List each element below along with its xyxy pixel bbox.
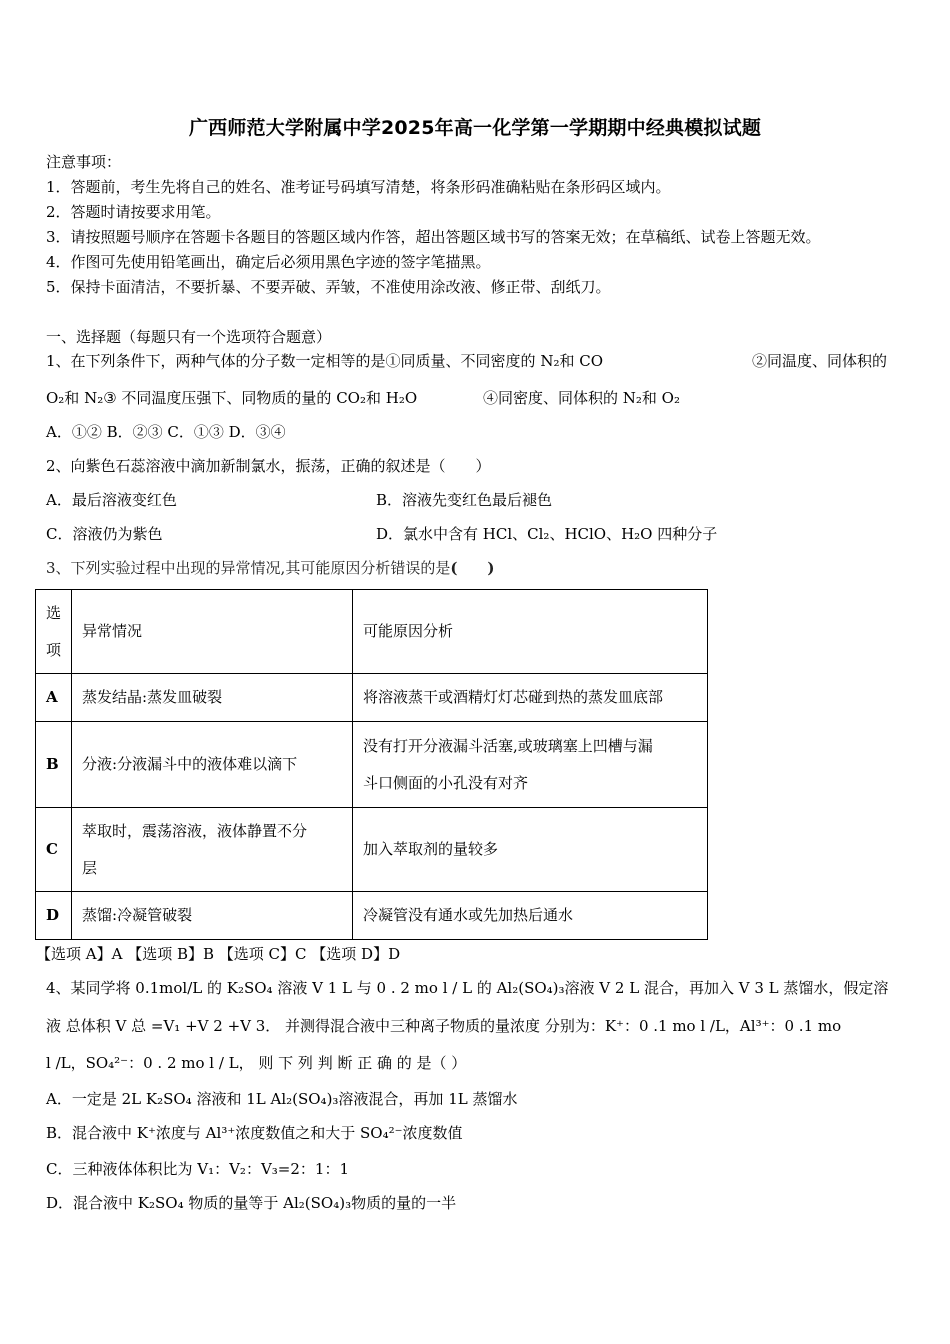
table-row-option: A	[36, 674, 72, 722]
q4-stem-line3: l /L，SO₄²⁻：0 . 2 mo l / L， 则 下 列 判 断 正 确 的 是（ ）	[46, 1054, 467, 1072]
q3-stem	[46, 558, 495, 578]
table-header-option-line2: 项	[46, 640, 62, 659]
q4-option-d: D．混合液中 K₂SO₄ 物质的量等于 Al₂(SO₄)₃物质的量的一半	[46, 1194, 457, 1212]
notice-heading: 注意事项：	[46, 153, 122, 171]
table-row-case: 蒸馏:冷凝管破裂	[72, 892, 353, 940]
q2-option-b: B．溶液先变红色最后褪色	[376, 491, 553, 509]
q2-option-d: D．氯水中含有 HCl、Cl₂、HClO、H₂O 四种分子	[376, 525, 718, 543]
q3-stem-bracket: ( )	[450, 559, 495, 577]
table-row	[36, 808, 708, 892]
table-row-case-line1: 萃取时，震荡溶液，液体静置不分	[82, 821, 308, 840]
q2-stem: 2、向紫色石蕊溶液中滴加新制氯水，振荡，正确的叙述是（ ）	[46, 457, 491, 475]
q3-option-line: 【选项 A】A 【选项 B】B 【选项 C】C 【选项 D】D	[36, 945, 401, 963]
table-row-reason: 加入萃取剂的量较多	[353, 808, 708, 892]
q1-options: A．①② B．②③ C．①③ D．③④	[46, 423, 286, 441]
q1-stem-line1-right: ②同温度、同体积的	[752, 352, 888, 370]
table-row-option: B	[36, 722, 72, 808]
table-row	[36, 674, 708, 722]
q1-stem-line1: 1、在下列条件下，两种气体的分子数一定相等的是①同质量、不同密度的 N₂和 CO	[46, 352, 603, 370]
table-row-reason: 冷凝管没有通水或先加热后通水	[353, 892, 708, 940]
q3-stem-text: 3、下列实验过程中出现的异常情况,其可能原因分析错误的是	[46, 559, 451, 577]
table-row-option: D	[36, 892, 72, 940]
table-row-reason-line2: 斗口侧面的小孔没有对齐	[363, 773, 529, 792]
notice-item-5: 5．保持卡面清洁，不要折暴、不要弄破、弄皱，不准使用涂改液、修正带、刮纸刀。	[46, 278, 611, 296]
table-row	[36, 892, 708, 940]
table-row-case: 分液:分液漏斗中的液体难以滴下	[72, 722, 353, 808]
q1-stem-line2: O₂和 N₂③ 不同温度压强下、同物质的量的 CO₂和 H₂O	[46, 389, 418, 407]
table-row	[36, 722, 708, 808]
notice-item-2: 2．答题时请按要求用笔。	[46, 203, 221, 221]
table-row-case: 蒸发结晶:蒸发皿破裂	[72, 674, 353, 722]
notice-item-4: 4．作图可先使用铅笔画出，确定后必须用黑色字迹的签字笔描黑。	[46, 253, 491, 271]
table-row-reason-line1: 没有打开分液漏斗活塞,或玻璃塞上凹槽与漏	[363, 736, 653, 755]
table-row-reason	[353, 722, 708, 808]
table-row-case	[72, 808, 353, 892]
q2-option-c: C．溶液仍为紫色	[46, 525, 163, 543]
q4-stem-line2: 液 总体积 V 总 =V₁ +V 2 +V 3． 并测得混合液中三种离子物质的量浓度 分别为：K⁺：0 .1 mo l /L，Al³⁺：0 .1 mo	[46, 1017, 842, 1035]
table-row-option: C	[36, 808, 72, 892]
table-row-reason: 将溶液蒸干或酒精灯灯芯碰到热的蒸发皿底部	[353, 674, 708, 722]
q4-stem-line1: 4、某同学将 0.1mol/L 的 K₂SO₄ 溶液 V 1 L 与 0 . 2 mo l / L 的 Al₂(SO₄)₃溶液 V 2 L 混合，再加入 V 3 L 蒸馏水，假定溶	[46, 979, 889, 997]
q4-option-a: A．一定是 2L K₂SO₄ 溶液和 1L Al₂(SO₄)₃溶液混合，再加 1L 蒸馏水	[46, 1090, 518, 1108]
table-header-option-line1: 选	[46, 603, 62, 622]
table-header-row	[36, 590, 708, 674]
experiment-table	[35, 589, 708, 940]
notice-item-1: 1．答题前，考生先将自己的姓名、准考证号码填写清楚，将条形码准确粘贴在条形码区域内。	[46, 178, 671, 196]
q4-option-c: C．三种液体体积比为 V₁：V₂：V₃=2：1：1	[46, 1160, 349, 1178]
notice-item-3: 3．请按照题号顺序在答题卡各题目的答题区域内作答，超出答题区域书写的答案无效；在草稿纸、试卷上答题无效。	[46, 228, 821, 246]
table-header-case: 异常情况	[72, 590, 353, 674]
q2-option-a: A．最后溶液变红色	[46, 491, 177, 509]
section-heading: 一、选择题（每题只有一个选项符合题意）	[46, 328, 332, 346]
q4-option-b: B．混合液中 K⁺浓度与 Al³⁺浓度数值之和大于 SO₄²⁻浓度数值	[46, 1124, 463, 1142]
table-header-option	[36, 590, 72, 674]
table-row-case-line2: 层	[82, 858, 98, 877]
page-title: 广西师范大学附属中学2025年高一化学第一学期期中经典模拟试题	[188, 117, 762, 139]
table-header-reason: 可能原因分析	[353, 590, 708, 674]
q1-stem-line2-right: ④同密度、同体积的 N₂和 O₂	[483, 389, 680, 407]
